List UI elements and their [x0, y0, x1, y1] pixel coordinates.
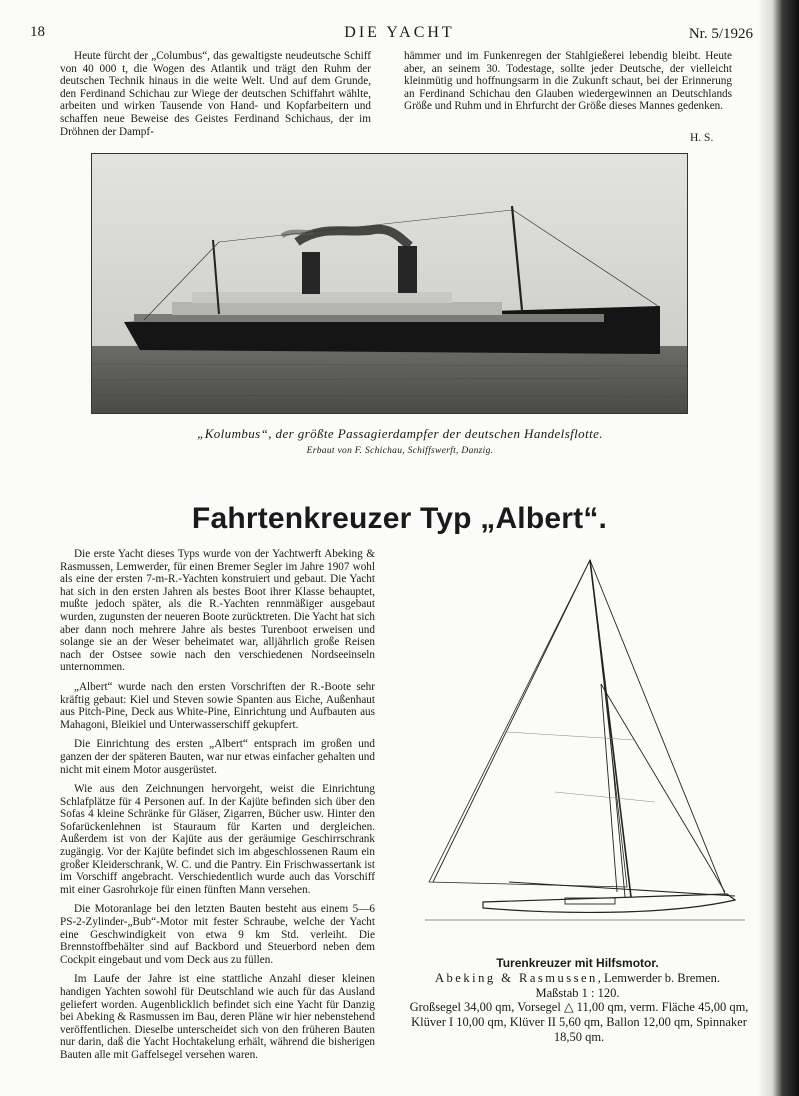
hull-outline	[483, 894, 735, 912]
article-paragraph: Die Einrichtung des ersten „Albert“ entsprach im großen und ganzen der der späteren Bauten, war nur etwas einfacher gehalten und nicht mit einem Motor ausgerüstet.	[60, 738, 375, 776]
article-title: Fahrtenkreuzer Typ „Albert“.	[191, 502, 608, 535]
running-title: DIE YACHT	[344, 24, 455, 41]
top-article-right-text: hämmer und im Funkenregen der Stahlgießerei lebendig bleibt. Heute aber, an seinem 30. Todestage, sollte jeder Deutsche, der vielleicht kleinmütig und hoffnungsarm in die Zukunft schaut, bei der Erinnerung an Ferdinand Schichau den Glauben wiedergewinnen an Deutschlands Größe und Ruhm und in Ehrfurcht der Größe dieses Mannes gedenken.	[404, 50, 732, 113]
page-edge-shadow	[758, 0, 799, 1096]
figure-scale: Maßstab 1 : 120.	[535, 986, 620, 1000]
steamship-illustration	[92, 154, 687, 413]
sailplan-illustration	[405, 552, 750, 947]
sailplan-drawing	[405, 552, 750, 947]
ship-funnel	[302, 252, 320, 294]
photo-credit: Erbaut von F. Schichau, Schiffswerft, Danzig.	[306, 446, 494, 456]
top-article-left-text: Heute fürcht der „Columbus“, das gewaltigste neudeutsche Schiff von 40 000 t, die Wogen des Atlantik und trägt den Ruhm der deutschen Technik hinaus in die weite Welt. Und auf dem Grunde, den Ferdinand Schichau zur Wiege der deutschen Schiffahrt wählte, arbeiten und wirken Tausende von Hand- und Kopfarbeitern und schaffen neue Beweise des Geistes Ferdinand Schichaus, der im Dröhnen der Dampf-	[60, 50, 371, 138]
forestay	[433, 560, 590, 882]
boom	[509, 882, 735, 896]
steamship-photo	[91, 153, 688, 414]
figure-title: Turenkreuzer mit Hilfsmotor.	[496, 956, 659, 970]
top-article-left-column	[60, 50, 371, 138]
article-body	[60, 548, 375, 1062]
figure-builder-name: Abeking & Rasmussen	[435, 971, 598, 985]
figure-builder-place: , Lemwerder b. Bremen.	[597, 971, 720, 985]
author-initials: H. S.	[690, 132, 714, 144]
article-paragraph: Wie aus den Zeichnungen hervorgeht, weist die Einrichtung Schlafplätze für 4 Personen auf. In der Kajüte befinden sich über den Sofas 4 kleine Schränke für Gläser, Zigarren, Bücher usw. Hinter den Sofarückenlehnen ist Stauraum für Karten und dergleichen. Außerdem ist von der Kajüte aus der geräumige Geschirrschrank zugängig. Vor der Kajüte befindet sich im abgeschlossenen Raum ein großer Kleiderschrank, W. C. und die Pantry. Ein Frischwassertank ist im Vorschiff angebracht. Verschiedentlich wurde auch das Vorschiff mit einer Gasrohrkoje für einen fünften Mann versehen.	[60, 783, 375, 896]
article-paragraph: Im Laufe der Jahre ist eine stattliche Anzahl dieser kleinen handigen Yachten sowohl für Deutschland wie auch für das Ausland geliefert worden. Augenblicklich befindet sich eine Yacht für Danzig bei Abeking & Rasmussen im Bau, deren Pläne wir hier nebenstehend veröffentlichen. Dieselbe unterscheidet sich von den früheren Bauten nur darin, daß die Yacht Hochtakelung erhält, während die bisherigen Bauten alle mit Gaffelsegel versehen waren.	[60, 973, 375, 1061]
figure-sail-areas: Großsegel 34,00 qm, Vorsegel △ 11,00 qm, verm. Fläche 45,00 qm, Klüver I 10,00 qm, Klüver II 5,60 qm, Ballon 12,00 qm, Spinnaker 18,50 qm.	[409, 1000, 749, 1044]
article-paragraph: „Albert“ wurde nach den ersten Vorschriften der R.-Boote sehr kräftig gebaut: Kiel und Steven sowie Spanten aus Eiche, Außenhaut aus Pitch-Pine, Deck aus White-Pine, Einrichtung und Aufbauten aus Mahagoni, Bleikiel und Unterwasserschiff gekupfert.	[60, 680, 375, 731]
issue-number: Nr. 5/1926	[688, 26, 753, 42]
article-paragraph: Die Motoranlage bei den letzten Bauten besteht aus einem 5—6 PS-2-Zylinder-„Bub“-Motor mit fester Schraube, welche der Yacht eine Geschwindigkeit von etwa 9 km Std. verleiht. Die Brennstoffbehälter sind auf Backbord und Steuerbord neben dem Cockpit eingebaut und vom Deck aus zu füllen.	[60, 903, 375, 966]
ship-funnel	[398, 246, 417, 293]
page-number: 18	[30, 24, 45, 40]
article-paragraph: Die erste Yacht dieses Typs wurde von der Yachtwerft Abeking & Rasmussen, Lemwerder, für einen Bremer Segler im Jahre 1907 wohl als eine der ersten 7-m-R.-Yachten konstruiert und gebaut. Die Yacht hat sich in den ersten Jahren als bestes Boot ihrer Klasse behauptet, mußte jedoch später, als die R.-Yachten rennmäßiger ausgebaut wurden, zugunsten der neueren Boote zurücktreten. Die Yacht hat sich aber dann noch mehrere Jahre als bestes Turenboot erweisen und solange sie an der Weser beheimatet war, alljährlich große Reisen nach der Ostsee sowie nach den verschiedenen Nordseeinseln unternommen.	[60, 548, 376, 674]
jib-outline	[429, 560, 627, 887]
top-article-right-column	[404, 50, 732, 113]
mainsail-leech	[601, 684, 725, 892]
photo-caption: „Kolumbus“, der größte Passagierdampfer der deutschen Handelsflotte.	[197, 426, 603, 441]
figure-builder	[405, 971, 750, 986]
